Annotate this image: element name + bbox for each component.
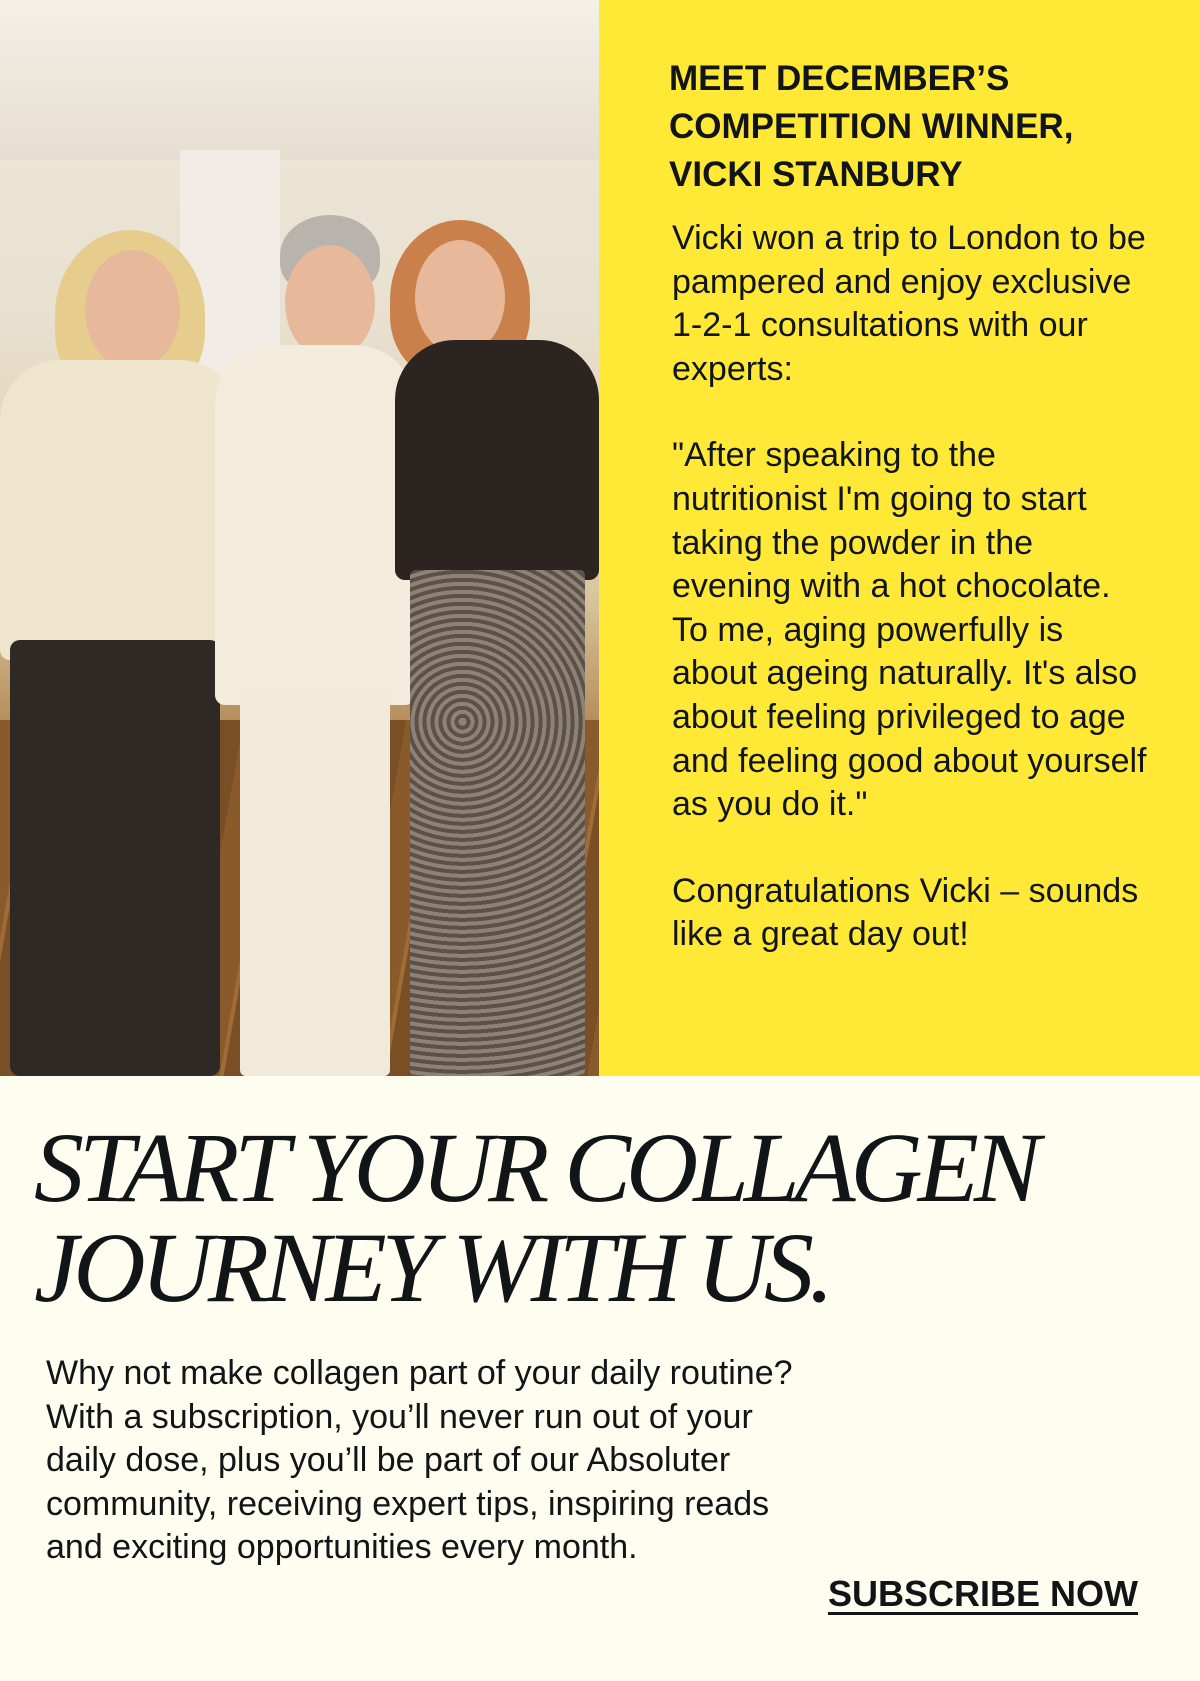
winner-heading: MEET DECEMBER’S COMPETITION WINNER, VICKI STANBURY: [669, 59, 1074, 194]
photo-ceiling: [0, 0, 599, 160]
winner-closing: Congratulations Vicki – sounds like a great day out!: [672, 871, 1139, 954]
winner-intro: Vicki won a trip to London to be pampered and enjoy exclusive 1-2-1 consultations with our experts:: [672, 219, 1146, 388]
promo-title-line2: JOURNEY WITH US.: [34, 1212, 829, 1323]
promo-title-line1: START YOUR COLLAGEN: [34, 1112, 1036, 1223]
subscribe-now-link[interactable]: SUBSCRIBE NOW: [828, 1573, 1139, 1614]
promo-title: [34, 1112, 1036, 1323]
winner-panel: [599, 0, 1200, 1076]
winner-quote: "After speaking to the nutritionist I'm going to start taking the powder in the evening with a hot chocolate. To me, aging powerfully is about ageing naturally. It's also about feeling privileged to age and feeling good about yourself as you do it.": [672, 436, 1147, 824]
winner-photo: [0, 0, 599, 1076]
promo-body: Why not make collagen part of your daily routine? With a subscription, you’ll never run out of your daily dose, plus you’ll be part of our Absoluter community, receiving expert tips, inspiring reads and exciting opportunities every month.: [46, 1354, 793, 1567]
